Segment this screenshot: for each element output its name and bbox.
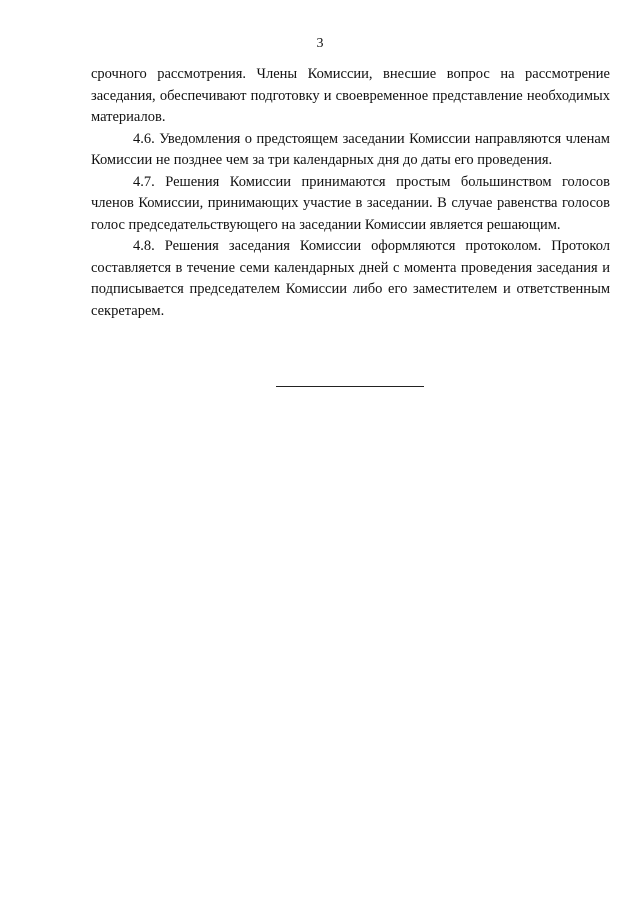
document-body — [91, 64, 610, 322]
page-number: 3 — [316, 36, 324, 51]
end-separator-line — [276, 386, 424, 387]
paragraph-4-8: 4.8. Решения заседания Комиссии оформляются протоколом. Протокол составляется в течение семи календарных дней с момента проведения заседания и подписывается председателем Комиссии либо его заместителем и ответственным секретарем. — [91, 238, 610, 319]
paragraph-4-7: 4.7. Решения Комиссии принимаются простым большинством голосов членов Комиссии, принимающих участие в заседании. В случае равенства голосов голос председательствующего на заседании Комиссии является решающим. — [91, 173, 610, 233]
paragraph-4-6: 4.6. Уведомления о предстоящем заседании Комиссии направляются членам Комиссии не позднее чем за три календарных дня до даты его проведения. — [91, 130, 610, 168]
paragraph-continuation: срочного рассмотрения. Члены Комиссии, внесшие вопрос на рассмотрение заседания, обеспечивают подготовку и своевременное представление необходимых материалов. — [91, 66, 610, 125]
